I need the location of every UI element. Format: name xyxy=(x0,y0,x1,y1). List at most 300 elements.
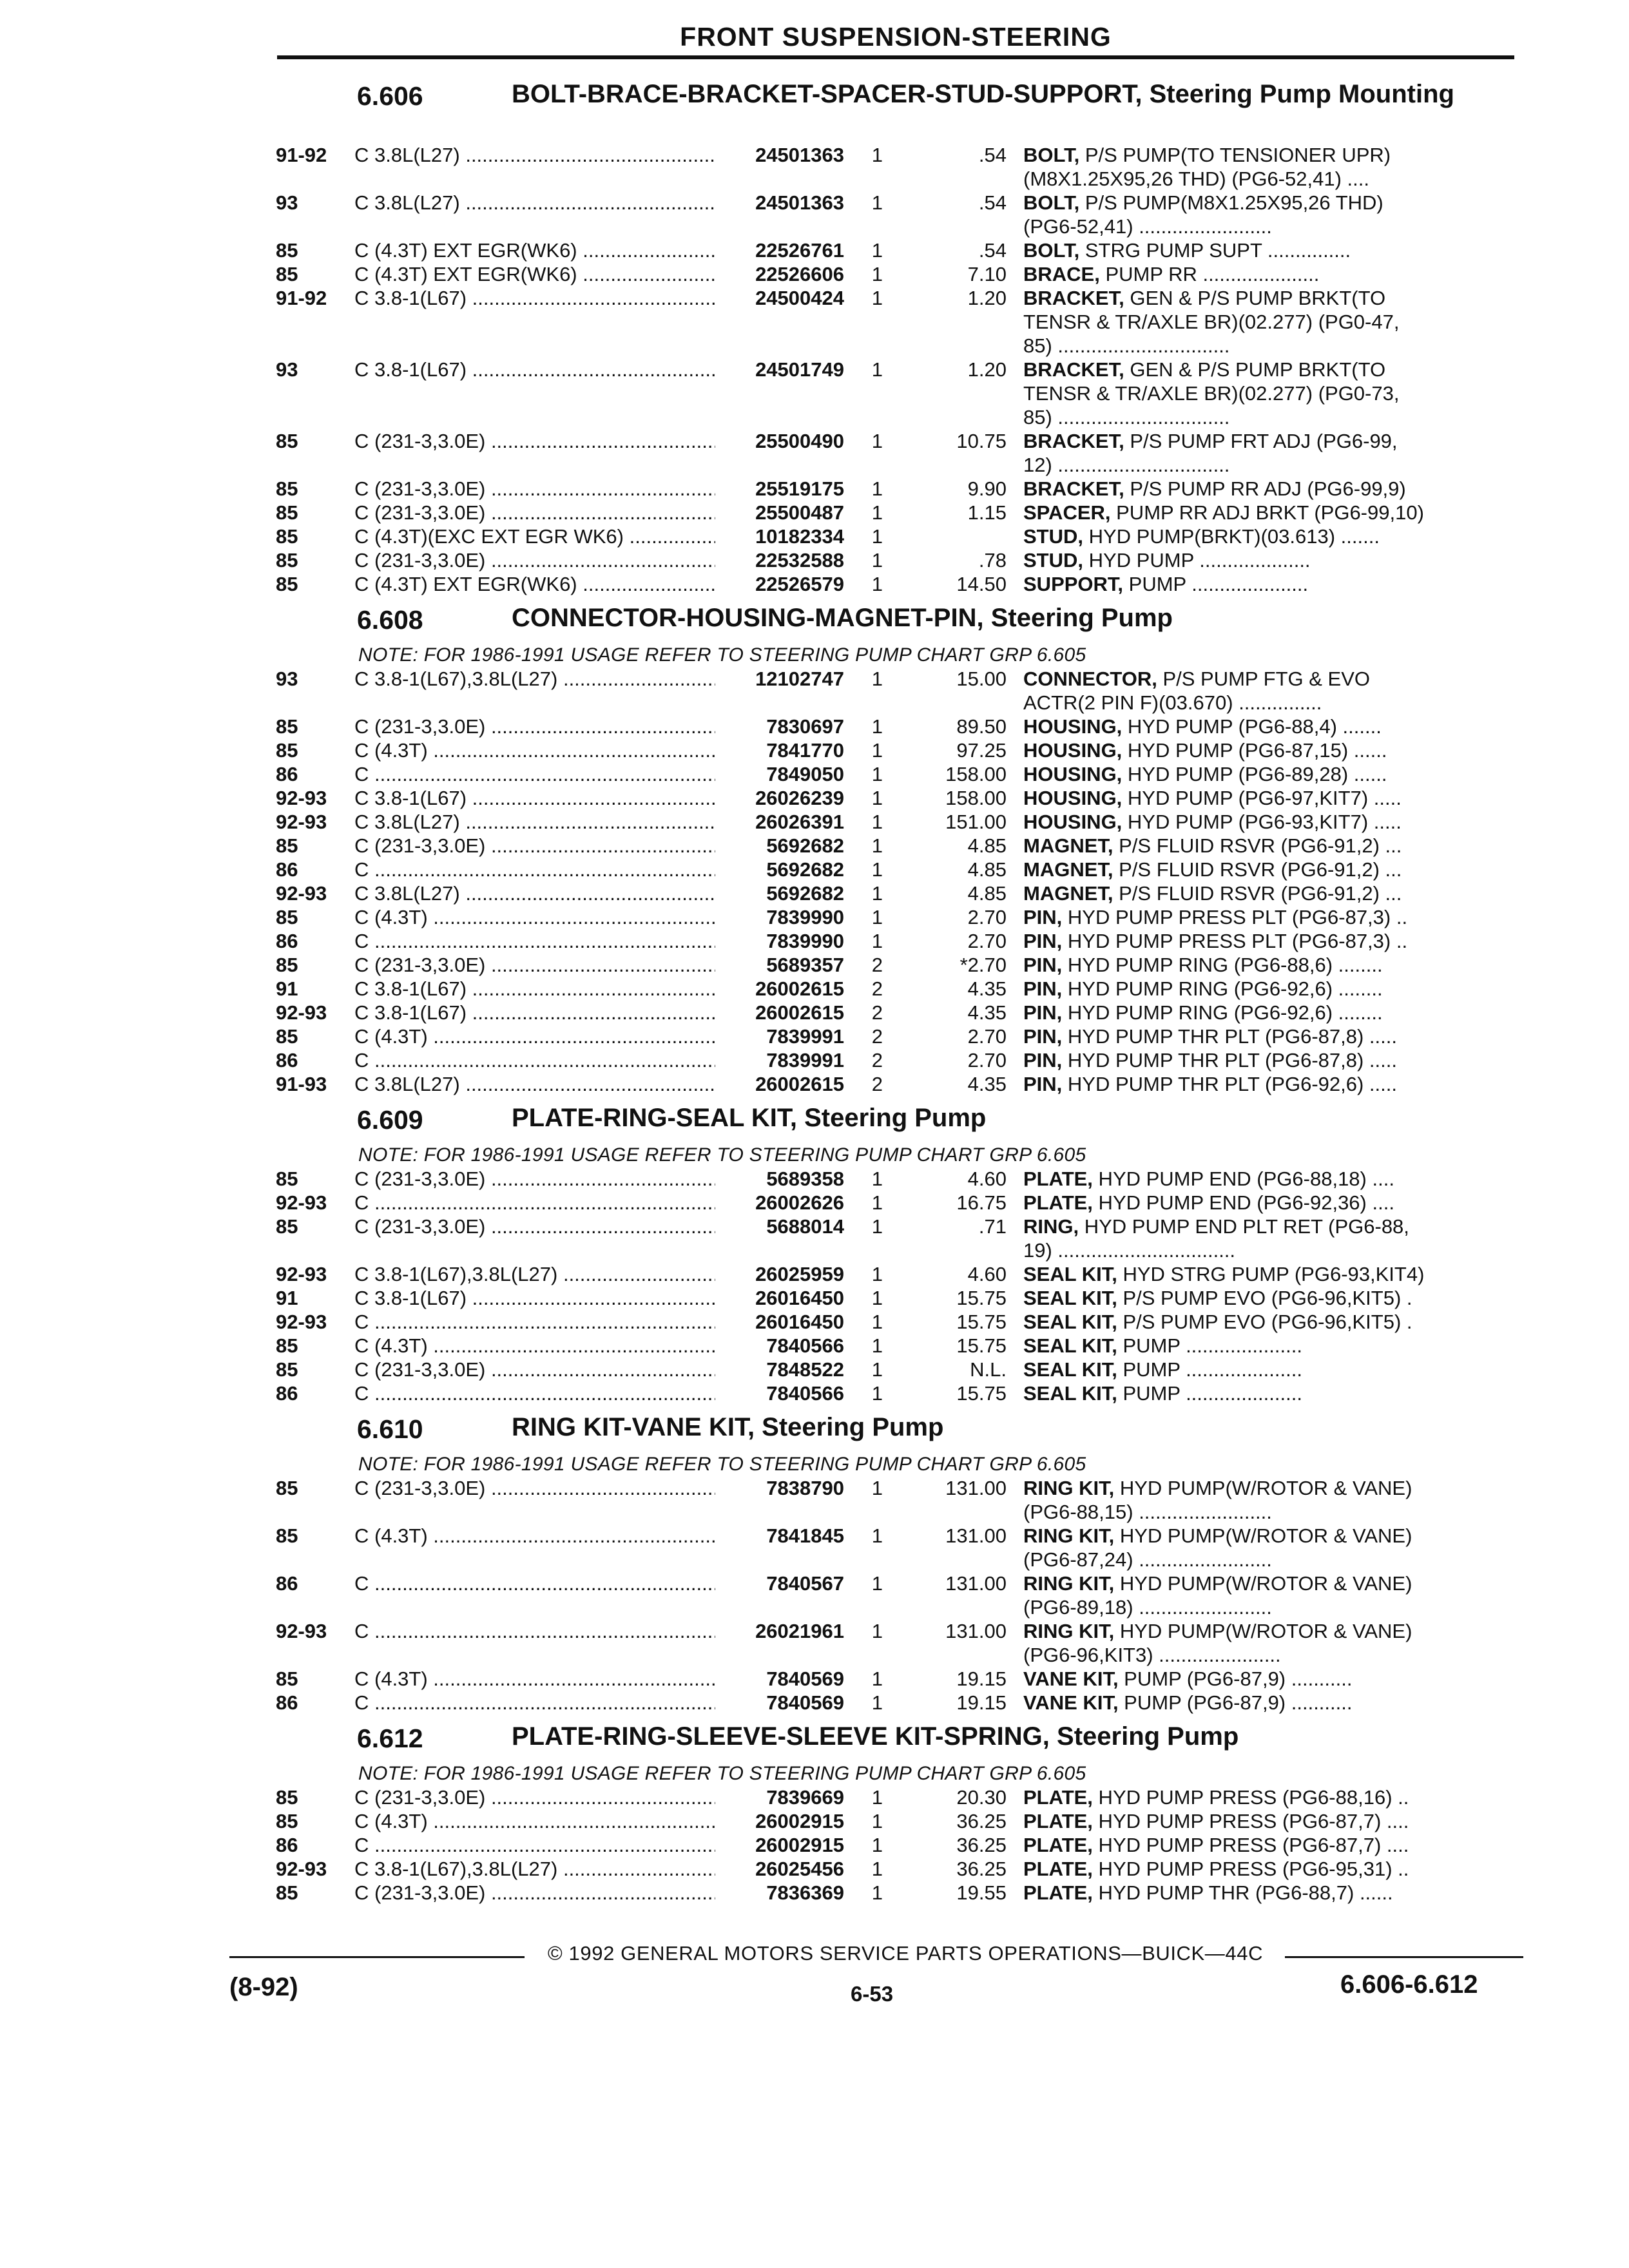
part-number: 25500490 xyxy=(755,430,844,452)
section-title xyxy=(276,1414,1519,1453)
footer-date: (8-92) xyxy=(229,1973,298,2001)
application: C (4.3T) ..... xyxy=(354,1334,715,1358)
quantity: 1 xyxy=(871,1810,883,1832)
part-detail: P/S PUMP(TO TENSIONER UPR) (M8X1.25X95,26 THD) (PG6-52,41) .... xyxy=(1023,144,1391,190)
part-name: RING KIT, xyxy=(1023,1620,1115,1642)
application: C (231-3,3.0E) ..... xyxy=(354,1358,715,1381)
part-detail: PUMP RR ..................... xyxy=(1099,263,1320,285)
list-price: 4.35 xyxy=(967,977,1007,1000)
part-detail: PUMP (PG6-87,9) ........... xyxy=(1118,1667,1353,1690)
list-price: 4.35 xyxy=(967,1001,1007,1024)
model-year: 91 xyxy=(276,1287,298,1309)
part-description xyxy=(1023,1358,1519,1381)
application: C (4.3T) ..... xyxy=(354,1524,715,1548)
part-detail: HYD PUMP (PG6-97,KIT7) ..... xyxy=(1122,787,1402,809)
part-description xyxy=(1023,1262,1519,1286)
application: C (231-3,3.0E) ..... xyxy=(354,715,715,738)
quantity: 1 xyxy=(871,858,883,881)
list-price: 7.10 xyxy=(967,263,1007,285)
part-number: 26025959 xyxy=(755,1263,844,1285)
part-detail: P/S PUMP(M8X1.25X95,26 THD) (PG6-52,41) ........................ xyxy=(1023,191,1383,238)
part-name: SEAL KIT, xyxy=(1023,1334,1117,1357)
part-description xyxy=(1023,881,1519,905)
table-row xyxy=(276,1167,1519,1191)
part-description xyxy=(1023,1381,1519,1405)
section-note: NOTE: FOR 1986-1991 USAGE REFER TO STEERING PUMP CHART GRP 6.605 xyxy=(358,1454,1086,1475)
table-row xyxy=(276,286,1519,358)
part-name: SPACER, xyxy=(1023,501,1111,524)
application: C (4.3T) ..... xyxy=(354,1667,715,1691)
part-number: 7839990 xyxy=(766,930,844,952)
part-name: RING, xyxy=(1023,1215,1079,1238)
model-year: 86 xyxy=(276,1049,298,1072)
part-number: 26002626 xyxy=(755,1191,844,1214)
list-price: 4.60 xyxy=(967,1263,1007,1285)
model-year: 85 xyxy=(276,263,298,285)
list-price: 15.75 xyxy=(956,1382,1007,1405)
list-price: 19.55 xyxy=(956,1881,1007,1904)
quantity: 1 xyxy=(871,1620,883,1642)
list-price: 131.00 xyxy=(945,1572,1007,1595)
application: C 3.8L(L27) ..... xyxy=(354,191,715,215)
part-number: 22532588 xyxy=(755,549,844,572)
part-name: BRACKET, xyxy=(1023,477,1124,500)
part-name: PIN, xyxy=(1023,906,1063,928)
part-number: 24501749 xyxy=(755,358,844,381)
part-description xyxy=(1023,1476,1519,1524)
part-name: VANE KIT, xyxy=(1023,1691,1119,1714)
application: C 3.8-1(L67) ..... xyxy=(354,358,715,381)
table-row xyxy=(276,905,1519,929)
model-year: 85 xyxy=(276,1168,298,1190)
part-number: 7839991 xyxy=(766,1025,844,1048)
section-number: 6.612 xyxy=(357,1724,423,1753)
footer-rule-left xyxy=(229,1956,525,1958)
part-description xyxy=(1023,905,1519,929)
list-price: 15.00 xyxy=(956,668,1007,690)
part-description xyxy=(1023,501,1519,524)
quantity: 1 xyxy=(871,1168,883,1190)
table-row xyxy=(276,1691,1519,1715)
part-name: SEAL KIT, xyxy=(1023,1358,1117,1381)
table-row xyxy=(276,1310,1519,1334)
section-name: CONNECTOR-HOUSING-MAGNET-PIN, Steering Pump xyxy=(512,604,1173,632)
table-row xyxy=(276,1215,1519,1262)
table-row xyxy=(276,786,1519,810)
table-row xyxy=(276,1191,1519,1215)
part-detail: HYD PUMP (PG6-93,KIT7) ..... xyxy=(1122,811,1402,833)
list-price: 158.00 xyxy=(945,787,1007,809)
list-price: 4.85 xyxy=(967,882,1007,905)
list-price: 10.75 xyxy=(956,430,1007,452)
table-row xyxy=(276,548,1519,572)
table-row xyxy=(276,1881,1519,1905)
application: C (231-3,3.0E) ..... xyxy=(354,429,715,453)
quantity: 1 xyxy=(871,811,883,833)
section-title xyxy=(276,1105,1519,1144)
table-row xyxy=(276,143,1519,191)
application: C (231-3,3.0E) ..... xyxy=(354,477,715,501)
model-year: 91-92 xyxy=(276,287,327,309)
table-row xyxy=(276,1857,1519,1881)
list-price: 16.75 xyxy=(956,1191,1007,1214)
part-detail: HYD PUMP (PG6-88,4) ....... xyxy=(1122,715,1382,738)
model-year: 86 xyxy=(276,1572,298,1595)
table-row xyxy=(276,1262,1519,1286)
part-detail: HYD PUMP THR PLT (PG6-87,8) ..... xyxy=(1062,1025,1397,1048)
quantity: 2 xyxy=(871,977,883,1000)
part-name: HOUSING, xyxy=(1023,811,1123,833)
part-detail: HYD PUMP(W/ROTOR & VANE) (PG6-96,KIT3) ...................... xyxy=(1023,1620,1412,1666)
table-row xyxy=(276,477,1519,501)
part-name: PIN, xyxy=(1023,954,1063,976)
part-description xyxy=(1023,1167,1519,1191)
application: C ..... xyxy=(354,1571,715,1595)
model-year: 85 xyxy=(276,1477,298,1499)
part-detail: HYD PUMP(W/ROTOR & VANE) (PG6-88,15) ........................ xyxy=(1023,1477,1412,1523)
quantity: 1 xyxy=(871,1572,883,1595)
part-number: 7840569 xyxy=(766,1667,844,1690)
part-detail: HYD PUMP THR PLT (PG6-87,8) ..... xyxy=(1062,1049,1397,1072)
application: C 3.8L(L27) ..... xyxy=(354,143,715,167)
quantity: 1 xyxy=(871,1334,883,1357)
model-year: 86 xyxy=(276,1382,298,1405)
part-name: PIN, xyxy=(1023,1049,1063,1072)
list-price: 89.50 xyxy=(956,715,1007,738)
part-number: 26026239 xyxy=(755,787,844,809)
part-number: 26002615 xyxy=(755,1001,844,1024)
model-year: 85 xyxy=(276,239,298,262)
part-name: PIN, xyxy=(1023,1073,1063,1095)
list-price: 2.70 xyxy=(967,906,1007,928)
quantity: 1 xyxy=(871,573,883,595)
quantity: 1 xyxy=(871,191,883,214)
model-year: 92-93 xyxy=(276,882,327,905)
part-number: 26026391 xyxy=(755,811,844,833)
part-description xyxy=(1023,1334,1519,1358)
section-name: PLATE-RING-SEAL KIT, Steering Pump xyxy=(512,1104,987,1132)
model-year: 92-93 xyxy=(276,1858,327,1880)
part-description xyxy=(1023,238,1519,262)
part-name: HOUSING, xyxy=(1023,787,1123,809)
part-detail: P/S FLUID RSVR (PG6-91,2) ... xyxy=(1113,858,1402,881)
part-description xyxy=(1023,1001,1519,1024)
table-row xyxy=(276,1476,1519,1524)
list-price: 2.70 xyxy=(967,1049,1007,1072)
part-description xyxy=(1023,977,1519,1001)
table-row xyxy=(276,953,1519,977)
part-description xyxy=(1023,429,1519,477)
model-year: 85 xyxy=(276,430,298,452)
part-detail: HYD PUMP (PG6-89,28) ...... xyxy=(1122,763,1387,785)
part-number: 10182334 xyxy=(755,525,844,548)
footer-copyright: © 1992 GENERAL MOTORS SERVICE PARTS OPERATIONS—BUICK—44C xyxy=(547,1942,1264,1965)
model-year: 92-93 xyxy=(276,1191,327,1214)
part-description xyxy=(1023,143,1519,191)
table-row xyxy=(276,810,1519,834)
part-description xyxy=(1023,715,1519,738)
part-detail: PUMP ..................... xyxy=(1117,1358,1302,1381)
part-description xyxy=(1023,1215,1519,1262)
list-price: 4.85 xyxy=(967,834,1007,857)
quantity: 1 xyxy=(871,1858,883,1880)
application: C (4.3T) ..... xyxy=(354,905,715,929)
part-number: 22526579 xyxy=(755,573,844,595)
model-year: 85 xyxy=(276,477,298,500)
part-detail: PUMP ..................... xyxy=(1123,573,1309,595)
list-price: 9.90 xyxy=(967,477,1007,500)
part-description xyxy=(1023,810,1519,834)
list-price: 20.30 xyxy=(956,1786,1007,1809)
application: C (231-3,3.0E) ..... xyxy=(354,501,715,524)
part-detail: HYD PUMP END (PG6-92,36) .... xyxy=(1092,1191,1394,1214)
quantity: 1 xyxy=(871,263,883,285)
list-price: 131.00 xyxy=(945,1620,1007,1642)
quantity: 1 xyxy=(871,1524,883,1547)
list-price: 36.25 xyxy=(956,1834,1007,1856)
model-year: 85 xyxy=(276,1667,298,1690)
application: C ..... xyxy=(354,858,715,881)
part-detail: P/S PUMP EVO (PG6-96,KIT5) . xyxy=(1117,1311,1412,1333)
section-note: NOTE: FOR 1986-1991 USAGE REFER TO STEERING PUMP CHART GRP 6.605 xyxy=(358,1144,1086,1166)
model-year: 86 xyxy=(276,1691,298,1714)
part-number: 5692682 xyxy=(766,882,844,905)
section-number: 6.609 xyxy=(357,1105,423,1135)
part-detail: P/S PUMP FTG & EVO ACTR(2 PIN F)(03.670) ............... xyxy=(1023,668,1370,714)
part-detail: PUMP ..................... xyxy=(1117,1334,1302,1357)
part-name: CONNECTOR, xyxy=(1023,668,1157,690)
quantity: 1 xyxy=(871,882,883,905)
table-row xyxy=(276,191,1519,238)
quantity: 2 xyxy=(871,1025,883,1048)
part-name: SEAL KIT, xyxy=(1023,1263,1117,1285)
part-number: 7839669 xyxy=(766,1786,844,1809)
list-price: 2.70 xyxy=(967,930,1007,952)
part-detail: STRG PUMP SUPT ............... xyxy=(1079,239,1351,262)
quantity: 1 xyxy=(871,1215,883,1238)
model-year: 85 xyxy=(276,501,298,524)
part-name: BOLT, xyxy=(1023,144,1080,166)
quantity: 1 xyxy=(871,668,883,690)
quantity: 1 xyxy=(871,477,883,500)
part-name: PIN, xyxy=(1023,930,1063,952)
part-description xyxy=(1023,1524,1519,1571)
model-year: 85 xyxy=(276,954,298,976)
part-name: PLATE, xyxy=(1023,1191,1093,1214)
list-price: N.L. xyxy=(970,1358,1007,1381)
part-description xyxy=(1023,1024,1519,1048)
table-row xyxy=(276,1072,1519,1096)
part-detail: P/S FLUID RSVR (PG6-91,2) ... xyxy=(1113,834,1402,857)
part-description xyxy=(1023,1785,1519,1809)
part-number: 7830697 xyxy=(766,715,844,738)
part-name: VANE KIT, xyxy=(1023,1667,1119,1690)
part-number: 7838790 xyxy=(766,1477,844,1499)
part-name: SEAL KIT, xyxy=(1023,1382,1117,1405)
part-number: 5692682 xyxy=(766,858,844,881)
part-number: 7840566 xyxy=(766,1382,844,1405)
part-description xyxy=(1023,762,1519,786)
quantity: 1 xyxy=(871,715,883,738)
part-name: BRACKET, xyxy=(1023,287,1124,309)
part-name: BRACKET, xyxy=(1023,358,1124,381)
part-number: 26016450 xyxy=(755,1287,844,1309)
part-description xyxy=(1023,524,1519,548)
table-row xyxy=(276,1619,1519,1667)
part-description xyxy=(1023,1048,1519,1072)
application: C (231-3,3.0E) ..... xyxy=(354,834,715,858)
model-year: 91 xyxy=(276,977,298,1000)
part-detail: HYD PUMP RING (PG6-92,6) ........ xyxy=(1062,1001,1383,1024)
list-price: 19.15 xyxy=(956,1667,1007,1690)
table-row xyxy=(276,929,1519,953)
model-year: 85 xyxy=(276,906,298,928)
model-year: 85 xyxy=(276,1786,298,1809)
section-name: BOLT-BRACE-BRACKET-SPACER-STUD-SUPPORT, Steering Pump Mounting xyxy=(512,80,1454,108)
quantity: 1 xyxy=(871,930,883,952)
part-number: 7839991 xyxy=(766,1049,844,1072)
table-row xyxy=(276,358,1519,429)
part-description xyxy=(1023,191,1519,238)
list-price: 19.15 xyxy=(956,1691,1007,1714)
part-description xyxy=(1023,1881,1519,1905)
quantity: 1 xyxy=(871,549,883,572)
quantity: 1 xyxy=(871,1786,883,1809)
part-description xyxy=(1023,1857,1519,1881)
list-price: 36.25 xyxy=(956,1810,1007,1832)
table-row xyxy=(276,1667,1519,1691)
model-year: 93 xyxy=(276,668,298,690)
list-price: 2.70 xyxy=(967,1025,1007,1048)
part-description xyxy=(1023,286,1519,358)
model-year: 92-93 xyxy=(276,1001,327,1024)
part-detail: HYD PUMP .................... xyxy=(1083,549,1311,572)
table-row xyxy=(276,977,1519,1001)
model-year: 91-93 xyxy=(276,1073,327,1095)
model-year: 86 xyxy=(276,930,298,952)
part-name: MAGNET, xyxy=(1023,858,1113,881)
list-price: 15.75 xyxy=(956,1334,1007,1357)
part-detail: P/S PUMP FRT ADJ (PG6-99, 12) ............................... xyxy=(1023,430,1398,476)
table-row xyxy=(276,1001,1519,1024)
quantity: 1 xyxy=(871,239,883,262)
quantity: 1 xyxy=(871,1311,883,1333)
part-number: 7848522 xyxy=(766,1358,844,1381)
table-row xyxy=(276,715,1519,738)
part-name: BOLT, xyxy=(1023,191,1080,214)
application: C ..... xyxy=(354,762,715,786)
list-price: 15.75 xyxy=(956,1311,1007,1333)
part-detail: PUMP RR ADJ BRKT (PG6-99,10) xyxy=(1110,501,1424,524)
model-year: 92-93 xyxy=(276,1311,327,1333)
model-year: 85 xyxy=(276,739,298,762)
quantity: 1 xyxy=(871,1691,883,1714)
application: C 3.8-1(L67),3.8L(L27) ..... xyxy=(354,1857,715,1881)
model-year: 85 xyxy=(276,715,298,738)
model-year: 86 xyxy=(276,763,298,785)
model-year: 85 xyxy=(276,525,298,548)
table-row xyxy=(276,1833,1519,1857)
part-name: STUD, xyxy=(1023,549,1083,572)
part-description xyxy=(1023,262,1519,286)
list-price: .54 xyxy=(978,191,1007,214)
section-number: 6.608 xyxy=(357,605,423,635)
table-row xyxy=(276,1286,1519,1310)
quantity: 1 xyxy=(871,1477,883,1499)
application: C 3.8-1(L67) ..... xyxy=(354,1001,715,1024)
part-detail: P/S PUMP EVO (PG6-96,KIT5) . xyxy=(1117,1287,1412,1309)
quantity: 2 xyxy=(871,1073,883,1095)
list-price: 4.85 xyxy=(967,858,1007,881)
table-row xyxy=(276,1809,1519,1833)
model-year: 85 xyxy=(276,1334,298,1357)
part-name: HOUSING, xyxy=(1023,763,1123,785)
footer-page-number: 6-53 xyxy=(851,1982,894,2006)
application: C (4.3T) EXT EGR(WK6) ..... xyxy=(354,238,715,262)
part-number: 5689358 xyxy=(766,1168,844,1190)
part-number: 12102747 xyxy=(755,668,844,690)
application: C (4.3T) ..... xyxy=(354,1024,715,1048)
part-name: HOUSING, xyxy=(1023,715,1123,738)
application: C 3.8-1(L67) ..... xyxy=(354,786,715,810)
part-description xyxy=(1023,1571,1519,1619)
model-year: 92-93 xyxy=(276,811,327,833)
quantity: 1 xyxy=(871,501,883,524)
part-description xyxy=(1023,1833,1519,1857)
table-row xyxy=(276,1334,1519,1358)
application: C (231-3,3.0E) ..... xyxy=(354,1476,715,1500)
part-name: RING KIT, xyxy=(1023,1572,1115,1595)
footer-rule-right xyxy=(1285,1956,1523,1958)
list-price: 1.20 xyxy=(967,358,1007,381)
application: C 3.8-1(L67),3.8L(L27) ..... xyxy=(354,1262,715,1286)
part-detail: HYD PUMP(BRKT)(03.613) ....... xyxy=(1083,525,1380,548)
part-name: PIN, xyxy=(1023,977,1063,1000)
section-name: RING KIT-VANE KIT, Steering Pump xyxy=(512,1413,944,1441)
part-description xyxy=(1023,1072,1519,1096)
part-number: 7839990 xyxy=(766,906,844,928)
application: C ..... xyxy=(354,1048,715,1072)
table-row xyxy=(276,238,1519,262)
application: C ..... xyxy=(354,1619,715,1643)
model-year: 85 xyxy=(276,573,298,595)
part-description xyxy=(1023,1667,1519,1691)
application: C (231-3,3.0E) ..... xyxy=(354,1785,715,1809)
list-price: 14.50 xyxy=(956,573,1007,595)
quantity: 2 xyxy=(871,1049,883,1072)
application: C (4.3T) EXT EGR(WK6) ..... xyxy=(354,262,715,286)
application: C 3.8-1(L67) ..... xyxy=(354,977,715,1001)
part-detail: P/S PUMP RR ADJ (PG6-99,9) xyxy=(1124,477,1406,500)
model-year: 91-92 xyxy=(276,144,327,166)
list-price: 4.35 xyxy=(967,1073,1007,1095)
part-detail: HYD PUMP PRESS (PG6-87,7) .... xyxy=(1092,1834,1409,1856)
quantity: 1 xyxy=(871,1191,883,1214)
part-detail: HYD PUMP RING (PG6-92,6) ........ xyxy=(1062,977,1383,1000)
part-description xyxy=(1023,667,1519,715)
part-number: 25500487 xyxy=(755,501,844,524)
list-price: 131.00 xyxy=(945,1524,1007,1547)
model-year: 85 xyxy=(276,1881,298,1904)
part-number: 22526761 xyxy=(755,239,844,262)
list-price: 1.20 xyxy=(967,287,1007,309)
application: C (4.3T) ..... xyxy=(354,1809,715,1833)
part-number: 26025456 xyxy=(755,1858,844,1880)
table-row xyxy=(276,1571,1519,1619)
part-description xyxy=(1023,1619,1519,1667)
part-description xyxy=(1023,1191,1519,1215)
quantity: 1 xyxy=(871,430,883,452)
